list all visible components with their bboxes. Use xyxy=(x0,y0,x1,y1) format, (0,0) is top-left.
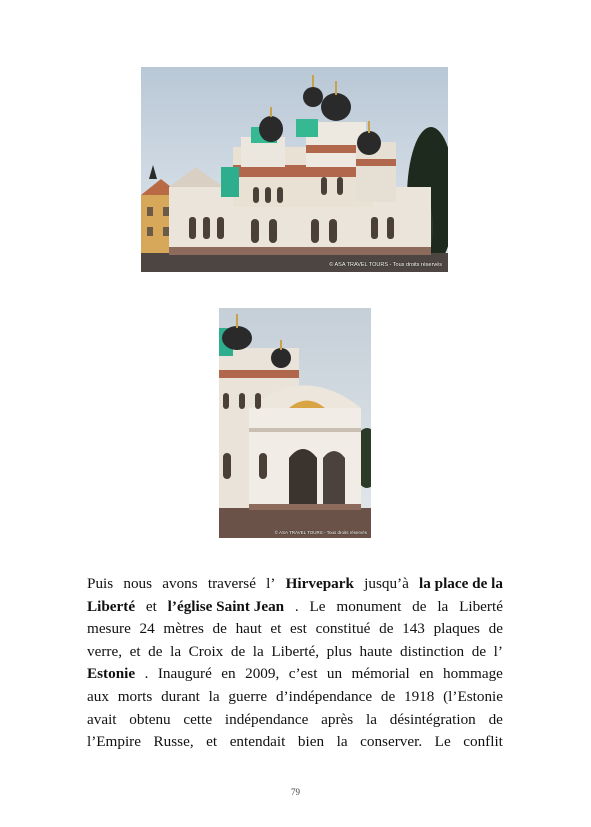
word: bien xyxy=(297,733,325,751)
photo-credit: © ASA TRAVEL TOURS - Tous droits réservés xyxy=(274,530,367,535)
word: entendait xyxy=(229,733,286,751)
word: et xyxy=(145,597,157,615)
word: et xyxy=(129,642,141,660)
word: la xyxy=(252,642,264,660)
word: 143 xyxy=(402,620,425,638)
word: cette xyxy=(183,710,213,728)
word: haut xyxy=(235,620,262,638)
text-line xyxy=(87,573,503,596)
word: et xyxy=(206,733,218,751)
word: avait xyxy=(87,710,117,728)
cathedral-entrance-photo xyxy=(219,308,371,538)
word: avons xyxy=(162,575,198,592)
page-number: 79 xyxy=(291,787,300,797)
word: de xyxy=(380,687,396,705)
word: Russe, xyxy=(153,733,194,751)
word: obtenu xyxy=(129,710,171,728)
word: de xyxy=(412,597,427,615)
text-line xyxy=(87,618,503,641)
word: mémorial xyxy=(351,665,410,683)
word: hommage xyxy=(443,665,503,683)
word: (l’Estonie xyxy=(443,687,503,705)
word: verre, xyxy=(87,642,122,660)
word: Croix xyxy=(188,642,224,660)
word: la xyxy=(170,642,182,660)
word: désintégration xyxy=(389,710,476,728)
word: distinction xyxy=(400,642,465,660)
bold-term: Hirvepark xyxy=(285,575,354,592)
bold-term: la place de la xyxy=(419,575,503,592)
word: de xyxy=(212,620,227,638)
word: traversé xyxy=(207,575,256,592)
word: constitué xyxy=(315,620,371,638)
word: Liberté, xyxy=(271,642,320,660)
bold-term: l’église Saint Jean xyxy=(167,597,285,615)
text-line xyxy=(87,641,503,664)
word: la xyxy=(336,733,348,751)
word: en xyxy=(221,665,236,683)
word: nous xyxy=(123,575,153,592)
word: la xyxy=(208,687,220,705)
word: mètres xyxy=(163,620,204,638)
word: de xyxy=(471,642,487,660)
text-line xyxy=(87,686,503,709)
word: Le xyxy=(309,597,326,615)
word: . xyxy=(294,597,299,615)
word: est xyxy=(290,620,307,638)
word: 1918 xyxy=(403,687,435,705)
word: Puis xyxy=(87,575,114,592)
word: Inauguré xyxy=(157,665,212,683)
word: plus xyxy=(326,642,352,660)
word: l’ xyxy=(493,642,503,660)
word: guerre xyxy=(228,687,268,705)
text-line xyxy=(87,731,503,754)
cathedral-front-photo xyxy=(141,67,448,272)
cathedral-front-illustration xyxy=(141,67,448,272)
word: Le xyxy=(434,733,451,751)
word: et xyxy=(270,620,282,638)
bold-term: Liberté xyxy=(87,597,136,615)
word: mesure xyxy=(87,620,131,638)
word: jusqu’à xyxy=(364,575,409,592)
word: de xyxy=(379,620,394,638)
word: de xyxy=(148,642,163,660)
word: la xyxy=(437,597,449,615)
word: de xyxy=(230,642,246,660)
word: Liberté xyxy=(459,597,503,615)
text-line xyxy=(87,709,503,732)
word: 2009, xyxy=(245,665,280,683)
text-line xyxy=(87,596,503,619)
word: la xyxy=(365,710,377,728)
word: monument xyxy=(336,597,402,615)
text-line xyxy=(87,663,503,686)
photo-credit: © ASA TRAVEL TOURS - Tous droits réservés xyxy=(329,262,442,268)
word: en xyxy=(419,665,434,683)
body-paragraph xyxy=(87,573,503,754)
cathedral-entrance-illustration xyxy=(219,308,371,538)
word: après xyxy=(321,710,354,728)
word: plaques xyxy=(433,620,480,638)
word: de xyxy=(488,620,503,638)
word: haute xyxy=(359,642,393,660)
word: c’est xyxy=(288,665,318,683)
word: 24 xyxy=(139,620,155,638)
word: l’Empire xyxy=(87,733,141,751)
word: d’indépendance xyxy=(275,687,373,705)
word: conserver. xyxy=(360,733,423,751)
word: de xyxy=(488,710,503,728)
word: un xyxy=(326,665,343,683)
bold-term: Estonie xyxy=(87,665,136,683)
word: durant xyxy=(161,687,200,705)
word: . xyxy=(144,665,149,683)
word: indépendance xyxy=(224,710,309,728)
word: aux xyxy=(87,687,109,705)
word: conflit xyxy=(463,733,503,751)
word: l’ xyxy=(266,575,276,592)
word: morts xyxy=(117,687,153,705)
